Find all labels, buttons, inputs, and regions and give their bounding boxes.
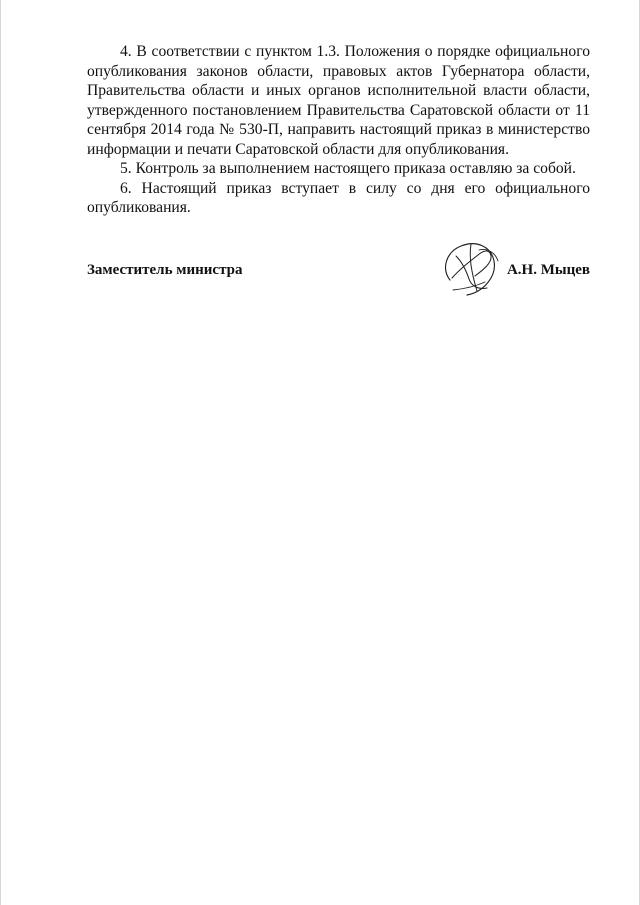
paragraph-item-5: 5. Контроль за выполнением настоящего приказа оставляю за собой. <box>120 160 576 177</box>
signature-block <box>87 262 590 282</box>
paragraph-item-4: 4. В соответствии с пунктом 1.3. Положения о порядке официального опубликования законов области, правовых актов Губернатора области, Правительства области и иных органов исполнительной власти области, утвержденного постановлением Правительства Саратовской области от 11 сентября 2014 года № 530-П, направить настоящий приказ в министерство информации и печати Саратовской области для опубликования. <box>87 43 590 158</box>
document-body <box>87 42 590 218</box>
paragraph-item-6: 6. Настоящий приказ вступает в силу со дня его официального опубликования. <box>87 179 590 216</box>
signer-position: Заместитель министра <box>87 262 243 278</box>
signer-name: А.Н. Мыцев <box>506 262 590 278</box>
